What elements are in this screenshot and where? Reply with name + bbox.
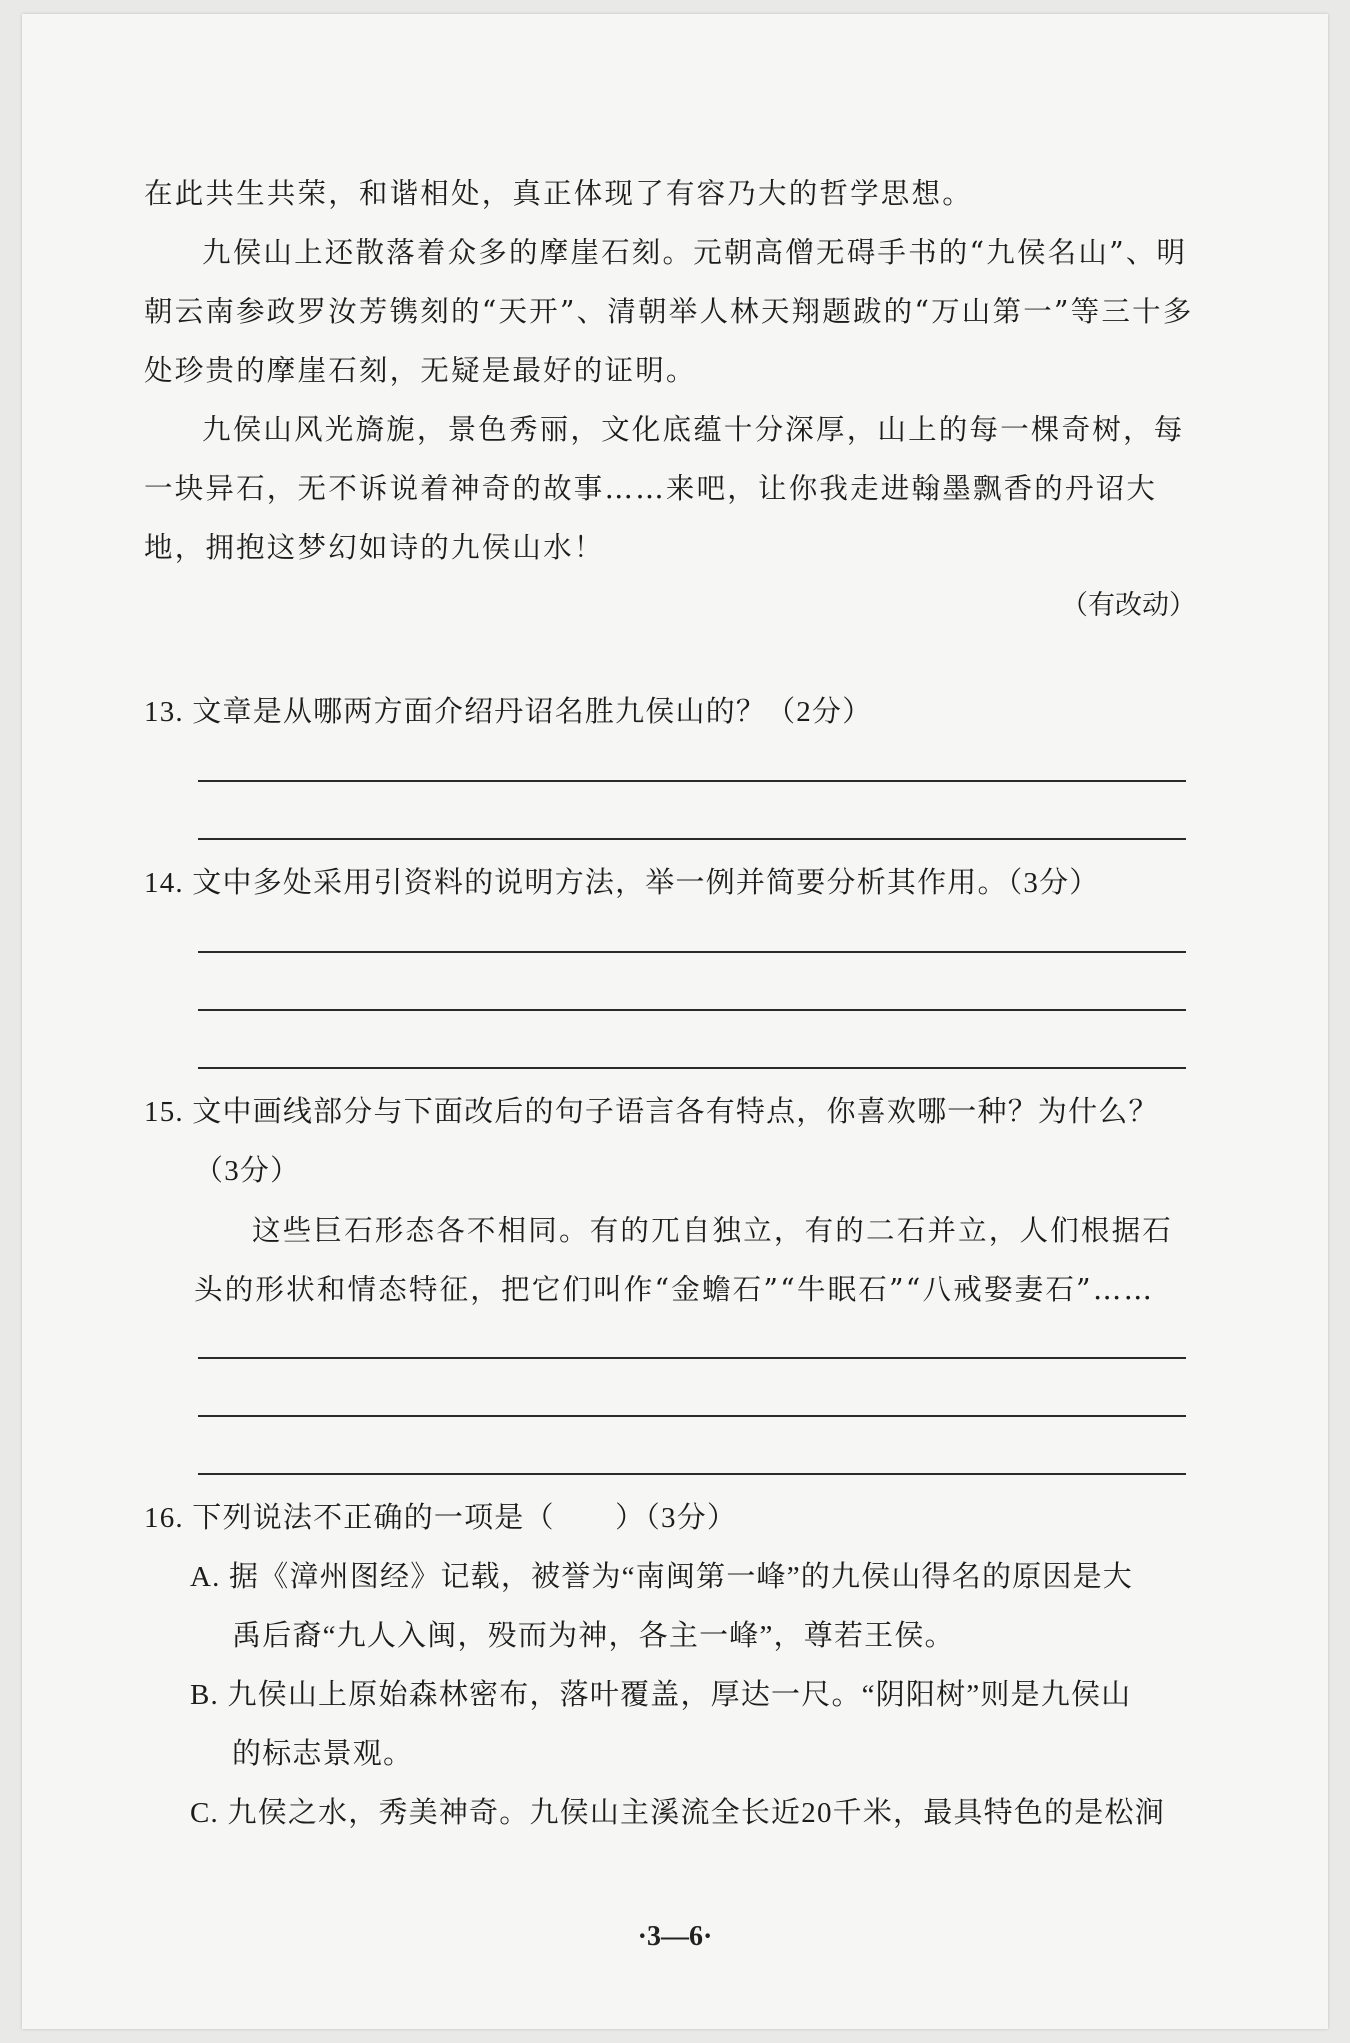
passage-paragraph-inscriptions: 九侯山上还散落着众多的摩崖石刻。元朝高僧无碍手书的“九侯名山”、明朝云南参政罗汝芳镌刻的“天开”、清朝举人林天翔题跋的“万山第一”等三十多处珍贵的摩崖石刻，无疑是最好的证明。 [144, 236, 1194, 387]
question-15-quote-block [144, 1201, 1196, 1319]
adaptation-note: （有改动） [1061, 590, 1196, 620]
passage-paragraph-closing: 九侯山风光旖旎，景色秀丽，文化底蕴十分深厚，山上的每一棵奇树，每一块异石，无不诉说着神奇的故事……来吧，让你我走进翰墨飘香的丹诏大地，拥抱这梦幻如诗的九侯山水！ [144, 413, 1185, 564]
question-15-score: （3分） [194, 1155, 301, 1187]
answer-line[interactable] [198, 748, 1186, 782]
answer-line[interactable] [198, 1417, 1186, 1475]
option-c[interactable]: C. 九侯之水，秀美神奇。九侯山主溪流全长近20千米，最具特色的是松涧 [190, 1797, 1165, 1829]
answer-line[interactable] [198, 1011, 1186, 1069]
page-number: ·3—6· [637, 1921, 713, 1952]
answer-line[interactable] [198, 1359, 1186, 1417]
answer-line[interactable] [198, 919, 1186, 953]
option-b-continued: 的标志景观。 [232, 1738, 414, 1770]
exam-page [22, 14, 1328, 2029]
question-14-answer-area[interactable] [198, 919, 1186, 1069]
passage-line-continuation: 在此共生共荣，和谐相处，真正体现了有容乃大的哲学思想。 [144, 177, 973, 210]
answer-line[interactable] [198, 1325, 1186, 1359]
answer-line[interactable] [198, 953, 1186, 1011]
question-15-text: 15. 文中画线部分与下面改后的句子语言各有特点，你喜欢哪一种？为什么？ [144, 1096, 1159, 1128]
option-b[interactable]: B. 九侯山上原始森林密布，落叶覆盖，厚达一尺。“阴阳树”则是九侯山 [190, 1679, 1132, 1711]
question-14-text: 14. 文中多处采用引资料的说明方法，举一例并简要分析其作用。（3分） [144, 867, 1100, 899]
question-16-text: 16. 下列说法不正确的一项是（ ）（3分） [144, 1502, 738, 1534]
question-14 [144, 854, 1196, 1069]
question-15-quote: 这些巨石形态各不相同。有的兀自独立，有的二石并立，人们根据石头的形状和情态特征，把它们叫作“金蟾石”“牛眠石”“八戒娶妻石”…… [194, 1214, 1174, 1306]
question-15-answer-area[interactable] [198, 1325, 1186, 1475]
question-16 [144, 1489, 1196, 1843]
option-a-continued: 禹后裔“九人入闽，殁而为神，各主一峰”，尊若王侯。 [232, 1620, 955, 1652]
question-15 [144, 1083, 1196, 1475]
question-13 [144, 683, 1196, 840]
question-13-answer-area[interactable] [198, 748, 1186, 840]
answer-line[interactable] [198, 782, 1186, 840]
option-a[interactable]: A. 据《漳州图经》记载，被誉为“南闽第一峰”的九侯山得名的原因是大 [190, 1561, 1133, 1593]
page-content [144, 164, 1196, 1843]
question-13-text: 13. 文章是从哪两方面介绍丹诏名胜九侯山的？（2分） [144, 696, 873, 728]
